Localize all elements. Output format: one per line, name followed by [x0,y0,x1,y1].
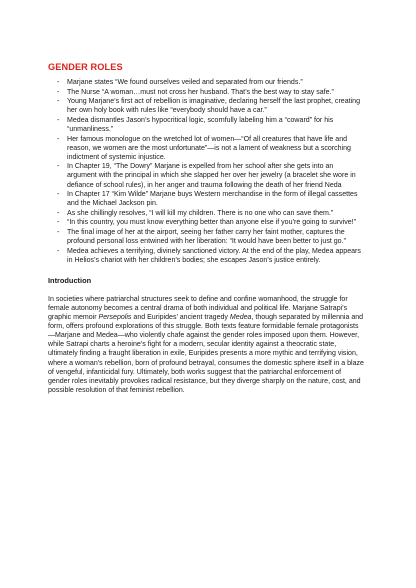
list-item: - Medea dismantles Jason’s hypocritical logic, scornfully labeling him a “coward” for his “unmanliness.” [57,116,334,133]
bullet-dash: - [57,116,60,124]
bullet-dash: - [57,135,60,143]
bullet-dash: - [57,163,60,171]
list-item: - Young Marjane’s first act of rebellion is imaginative, declaring herself the last prophet, creating her own holy book with rules like “everybody should have a car.” [57,98,360,115]
bullet-dash: - [57,247,60,255]
bullet-dash: - [57,191,60,199]
introduction-paragraph: In societies where patriarchal structures seek to define and confine womanhood, the struggle for female autonomy becomes a central drama of both individual and political life. Marjane Satrapi’s graphic memoir Persepolis and Euripides’ ancient tragedy Medea, though separated by millennia and form, offers profound explorations of this struggle. Both texts feature formidable female protagonists—Marjane and Medea—who violently chafe against the gender roles imposed upon them. However, while Satrapi charts a heroine’s fight for a modern, secular identity against a theocratic state, ultimately finding a fraught liberation in exile, Euripides presents a more mythic and terrifying vision, where a woman’s rebellion, born of profound betrayal, consumes the domestic sphere itself in a blaze of vengeful, infanticidal fury. Ultimately, both works suggest that the patriarchal enforcement of gender roles inevitably provokes radical resistance, but they diverge sharply on the nature, cost, and possible resolution of that feminist rebellion. [48,295,364,394]
list-item: - In Chapter 17 “Kim Wilde” Marjane buys Western merchandise in the form of illegal cassettes and the Michael Jackson pin. [57,191,358,208]
bullet-dash: - [57,88,60,96]
list-item: - Her famous monologue on the wretched lot of women—“Of all creatures that have life and reason, we women are the most unfortunate”—is not a lament of weakness but a scorching indictment of systemic injustice. [57,135,351,161]
list-item: - In Chapter 19, “The Dowry” Marjane is expelled from her school after she gets into an argument with the principal in which she slapped her over her jewelry (a bracelet she wore in defiance of school rules), in her anger and trauma following the death of her friend Neda [57,163,356,189]
bullet-dash: - [57,79,60,86]
list-item: - As she chillingly resolves, “I will kill my children. There is no one who can save them.” [57,209,334,217]
list-item: - The final image of her at the airport, seeing her father carry her faint mother, captures the profound personal loss entwined with her liberation: “It would have been better to just go.” [57,229,346,246]
introduction-heading: Introduction [48,275,92,285]
bullet-dash: - [57,209,60,217]
bullet-dash: - [57,219,60,227]
bullet-list [48,78,364,265]
list-item: - The Nurse “A woman…must not cross her husband. That’s the best way to stay safe.” [57,88,334,96]
list-item: - Marjane states “We found ourselves veiled and separated from our friends.” [57,79,303,86]
bullet-dash: - [57,98,60,106]
play-title: Medea [229,314,252,322]
list-item: - Medea achieves a terrifying, divinely sanctioned victory. At the end of the play, Medea appears in Helios’s chariot with her children’s bodies; she escapes Jason’s justice entirely. [57,247,361,264]
list-item: - “In this country, you must know everything better than anyone else if you’re going to survive!” [57,219,356,227]
section-heading: GENDER ROLES [48,62,123,72]
bullet-dash: - [57,229,60,236]
book-title: Persepolis [98,314,132,322]
